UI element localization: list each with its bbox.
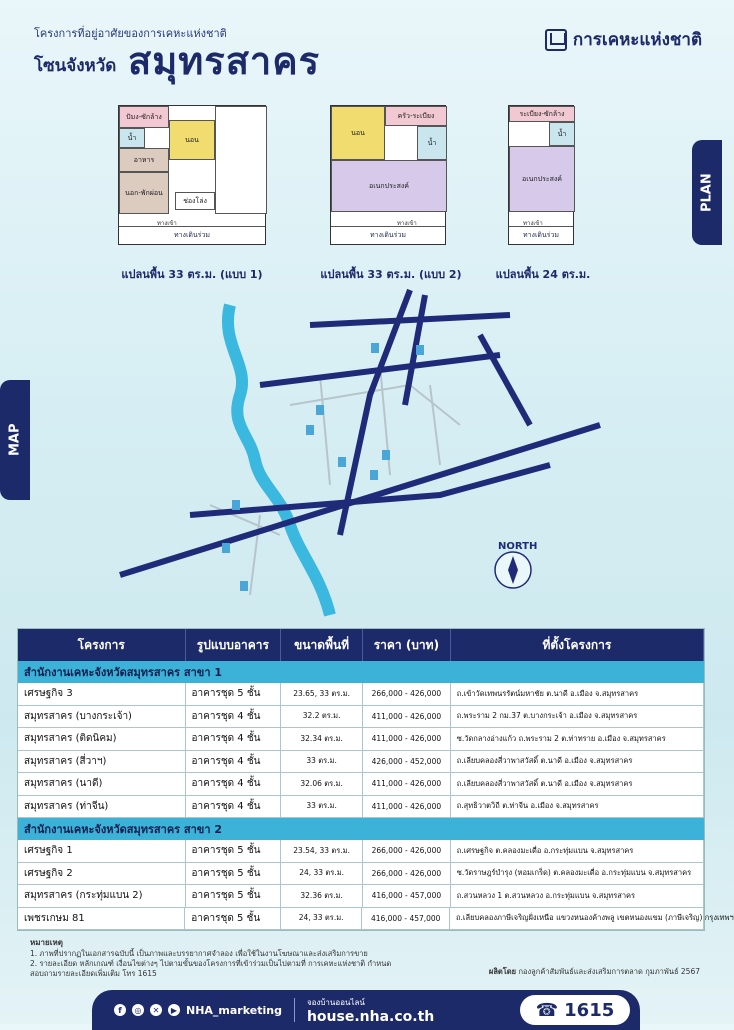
col-building: รูปแบบอาคาร [186,629,282,661]
room-void: ช่องโล่ง [175,192,215,210]
cell-location: ถ.สุทธิวาตวิถี ต.ท่าจีน อ.เมือง จ.สมุทรสาคร [451,796,704,818]
cell-building: อาคารชุด 5 ชั้น [186,683,282,705]
cell-price: 411,000 - 426,000 [363,728,451,750]
cell-area: 32.06 ตร.ม. [281,773,363,795]
cell-location: ถ.พระราม 2 กม.37 ต.บางกระเจ้า อ.เมือง จ.สมุทรสาคร [451,706,704,728]
table-row [18,773,704,796]
tab-map[interactable]: MAP [0,380,30,500]
north-compass-icon [495,552,531,588]
cell-price: 411,000 - 426,000 [363,773,451,795]
floor-plan-1 [118,105,266,245]
marker-thachin [240,581,248,591]
website-caption: จองบ้านออนไลน์ [306,997,365,1007]
cell-building: อาคารชุด 4 ชั้น [186,751,282,773]
room-bath: น้ำ [119,128,145,148]
room-bed: นอน [169,120,215,160]
table-row [18,840,704,863]
social-handle[interactable]: NHA_marketing [186,1003,282,1017]
col-price: ราคา (บาท) [363,629,451,661]
page-header [0,0,722,100]
plan-2-caption: แปลนพื้น 33 ตร.ม. (แบบ 2) [320,268,462,281]
cell-location: ถ.เข้าวัดเทพนรรัตน์มหาชัย ต.นาดี อ.เมือง จ.สมุทรสาคร [451,683,704,705]
cell-price: 411,000 - 426,000 [363,796,451,818]
plan-1-caption: แปลนพื้น 33 ตร.ม. (แบบ 1) [121,268,263,281]
cell-area: 32.36 ตร.ม. [281,885,363,907]
cell-location: ซ.วัดกลางอ่างแก้ว ถ.พระราม 2 ต.ท่าทราย อ.เมือง จ.สมุทรสาคร [451,728,704,750]
cell-project: สมุทรสาคร (นาดี) [18,773,186,795]
header-subtitle: โครงการที่อยู่อาศัยของการเคหะแห่งชาติ [34,27,227,40]
cell-building: อาคารชุด 5 ชั้น [186,885,282,907]
producer-text: กองลูกค้าสัมพันธ์และส่งเสริมการตลาด กุมภาพันธ์ 2567 [518,967,700,976]
cell-building: อาคารชุด 5 ชั้น [186,863,282,885]
river [228,305,330,615]
plan-3-walkway: ทางเดินร่วม [509,226,573,244]
notes [30,938,470,979]
marker-setthakit-3 [370,470,378,480]
instagram-icon[interactable]: ◎ [132,1004,144,1016]
col-location: ที่ตั้งโครงการ [451,629,704,661]
cell-project: เพชรเกษม 81 [18,908,185,930]
cell-area: 32.34 ตร.ม. [281,728,363,750]
cell-location: ซ.วัดราษฎร์บำรุง (หอมเกร็ด) ต.คลองมะเดื่อ อ.กระทุ่มแบน จ.สมุทรสาคร [451,863,704,885]
room-kitchen: ครัว-ระเบียง [385,106,447,126]
room-laundry: ระเบียง-ซักล้าง [509,106,575,122]
producer [489,966,700,978]
footer-divider [294,998,295,1022]
table-row [18,683,704,706]
section-title: สำนักงานเคหะจังหวัดสมุทรสาคร สาขา 2 [18,818,704,840]
room-dining: อาหาร [119,148,169,172]
cell-area: 23.54, 33 ตร.ม. [281,840,363,862]
producer-label: ผลิตโดย [488,967,517,976]
plan-2-walkway: ทางเดินร่วม [331,226,445,244]
cell-project: สมุทรสาคร (สี่วาฯ) [18,751,186,773]
table-row [18,908,734,931]
cell-area: 24, 33 ตร.ม. [281,863,363,885]
plan-2-entry: ทางเข้า [397,220,417,227]
marker-setthakit-1 [316,405,324,415]
nha-logo-icon [545,29,567,51]
marker-krathumbaen-2 [371,343,379,353]
cell-price: 411,000 - 426,000 [363,706,451,728]
header-province: สมุทรสาคร [128,39,321,83]
marker-setthakit-2 [306,425,314,435]
cell-location: ถ.เศรษฐกิจ ต.คลองมะเดื่อ อ.กระทุ่มแบน จ.สมุทรสาคร [451,840,704,862]
plan-3-caption: แปลนพื้น 24 ตร.ม. [495,268,591,281]
floor-plan-2 [330,105,446,245]
cell-location: ถ.สวนหลวง 1 ต.สวนหลวง อ.กระทุ่มแบน จ.สมุทรสาคร [451,885,704,907]
cell-building: อาคารชุด 4 ชั้น [186,706,282,728]
table-row [18,796,704,819]
cell-building: อาคารชุด 4 ชั้น [186,796,282,818]
location-map [80,285,640,625]
table-row [18,728,704,751]
table-row [18,706,704,729]
cell-building: อาคารชุด 4 ชั้น [186,728,282,750]
tab-plan[interactable]: PLAN [692,140,722,245]
room-bed: นอน [331,106,385,160]
room-multipurpose: อเนกประสงค์ [509,146,575,212]
brand-name: การเคหะแห่งชาติ [572,30,702,50]
cell-project: เศรษฐกิจ 2 [18,863,186,885]
brand [545,26,702,53]
header-zone: โซนจังหวัด [34,56,117,76]
room-multipurpose: อเนกประสงค์ [331,160,447,212]
marker-nadi [338,457,346,467]
floor-plans [110,105,610,285]
cell-building: อาคารชุด 4 ชั้น [186,773,282,795]
cell-area: 24, 33 ตร.ม. [281,908,363,930]
table-row [18,751,704,774]
notes-title: หมายเหตุ [30,938,63,947]
room-neighbor [215,106,267,214]
call-center[interactable] [520,995,630,1025]
headset-icon: ☎ [535,999,559,1021]
room-bath: น้ำ [417,126,447,160]
youtube-icon[interactable]: ▶ [168,1004,180,1016]
plan-1-walkway: ทางเดินร่วม [119,226,265,244]
plan-3-entry: ทางเข้า [523,220,543,227]
north-label: NORTH [498,541,538,552]
table-row [18,863,704,886]
room-laundry: ปัมง-ซักล้าง [119,106,169,128]
cell-project: เศรษฐกิจ 1 [18,840,186,862]
floor-plan-3 [508,105,574,245]
cell-area: 33 ตร.ม. [281,751,363,773]
website-url[interactable]: house.nha.co.th [306,1008,435,1025]
cell-project: สมุทรสาคร (กระทุ่มแบน 2) [18,885,186,907]
cell-project: สมุทรสาคร (บางกระเจ้า) [18,706,186,728]
cell-location: ถ.เลียบคลองภาษีเจริญฝั่งเหนือ แขวงหนองค้างพลู เขตหนองแขม (ภาษีเจริญ) กรุงเทพฯ [450,908,704,930]
major-roads [120,290,600,575]
room-living: นอก-พักผ่อน [119,172,169,214]
cell-price: 416,000 - 457,000 [363,885,451,907]
table-body [18,661,734,930]
section-title: สำนักงานเคหะจังหวัดสมุทรสาคร สาขา 1 [18,661,704,683]
cell-project: สมุทรสาคร (ท่าจีน) [18,796,186,818]
marker-tidnikom [232,500,240,510]
social-links[interactable] [92,1004,282,1017]
footer [0,988,722,1024]
cell-building: อาคารชุด 5 ชั้น [186,840,282,862]
call-number[interactable]: 1615 [564,999,615,1021]
cell-area: 23.65, 33 ตร.ม. [281,683,363,705]
cell-location: ถ.เลียบคลองสี่วาพาสวัสดิ์ ต.นาดี อ.เมือง จ.สมุทรสาคร [451,751,704,773]
cell-area: 33 ตร.ม. [281,796,363,818]
cell-project: เศรษฐกิจ 3 [18,683,186,705]
marker-bangkrachao [222,543,230,553]
table-header [18,629,704,661]
plan-1-entry: ทางเข้า [157,220,177,227]
x-icon[interactable]: ✕ [150,1004,162,1016]
cell-price: 266,000 - 426,000 [363,840,451,862]
marker-siwa [382,450,390,460]
note-2: 2. รายละเอียด หลักเกณฑ์ เงื่อนไขต่างๆ ไปตามขั้นของโครงการที่เข้าร่วมเป็นไปตามที่ การเคหะแห่งชาติ กำหนด [30,958,392,968]
footer-bar [92,990,640,1030]
col-project: โครงการ [18,629,186,661]
facebook-icon[interactable]: f [114,1004,126,1016]
cell-price: 266,000 - 426,000 [363,683,451,705]
cell-location: ถ.เลียบคลองสี่วาพาสวัสดิ์ ต.นาดี อ.เมือง จ.สมุทรสาคร [451,773,704,795]
note-3: สอบถามรายละเอียดเพิ่มเติม โทร 1615 [30,969,157,979]
marker-phetkasem-81 [416,345,424,355]
project-table [17,628,734,931]
cell-price: 426,000 - 452,000 [363,751,451,773]
cell-project: สมุทรสาคร (ติดนิคม) [18,728,186,750]
cell-price: 266,000 - 426,000 [363,863,451,885]
table-row [18,885,704,908]
note-1: 1. ภาพที่ปรากฏในเอกสารฉบับนี้ เป็นภาพและบรรยากาศจำลอง เพื่อใช้ในงานโฆษณาและส่งเสริมการขาย [30,948,368,958]
room-bath: น้ำ [549,122,575,146]
website-link[interactable] [307,996,434,1025]
cell-price: 416,000 - 457,000 [362,908,450,930]
col-area: ขนาดพื้นที่ [281,629,363,661]
cell-building: อาคารชุด 5 ชั้น [185,908,281,930]
cell-area: 32.2 ตร.ม. [281,706,363,728]
